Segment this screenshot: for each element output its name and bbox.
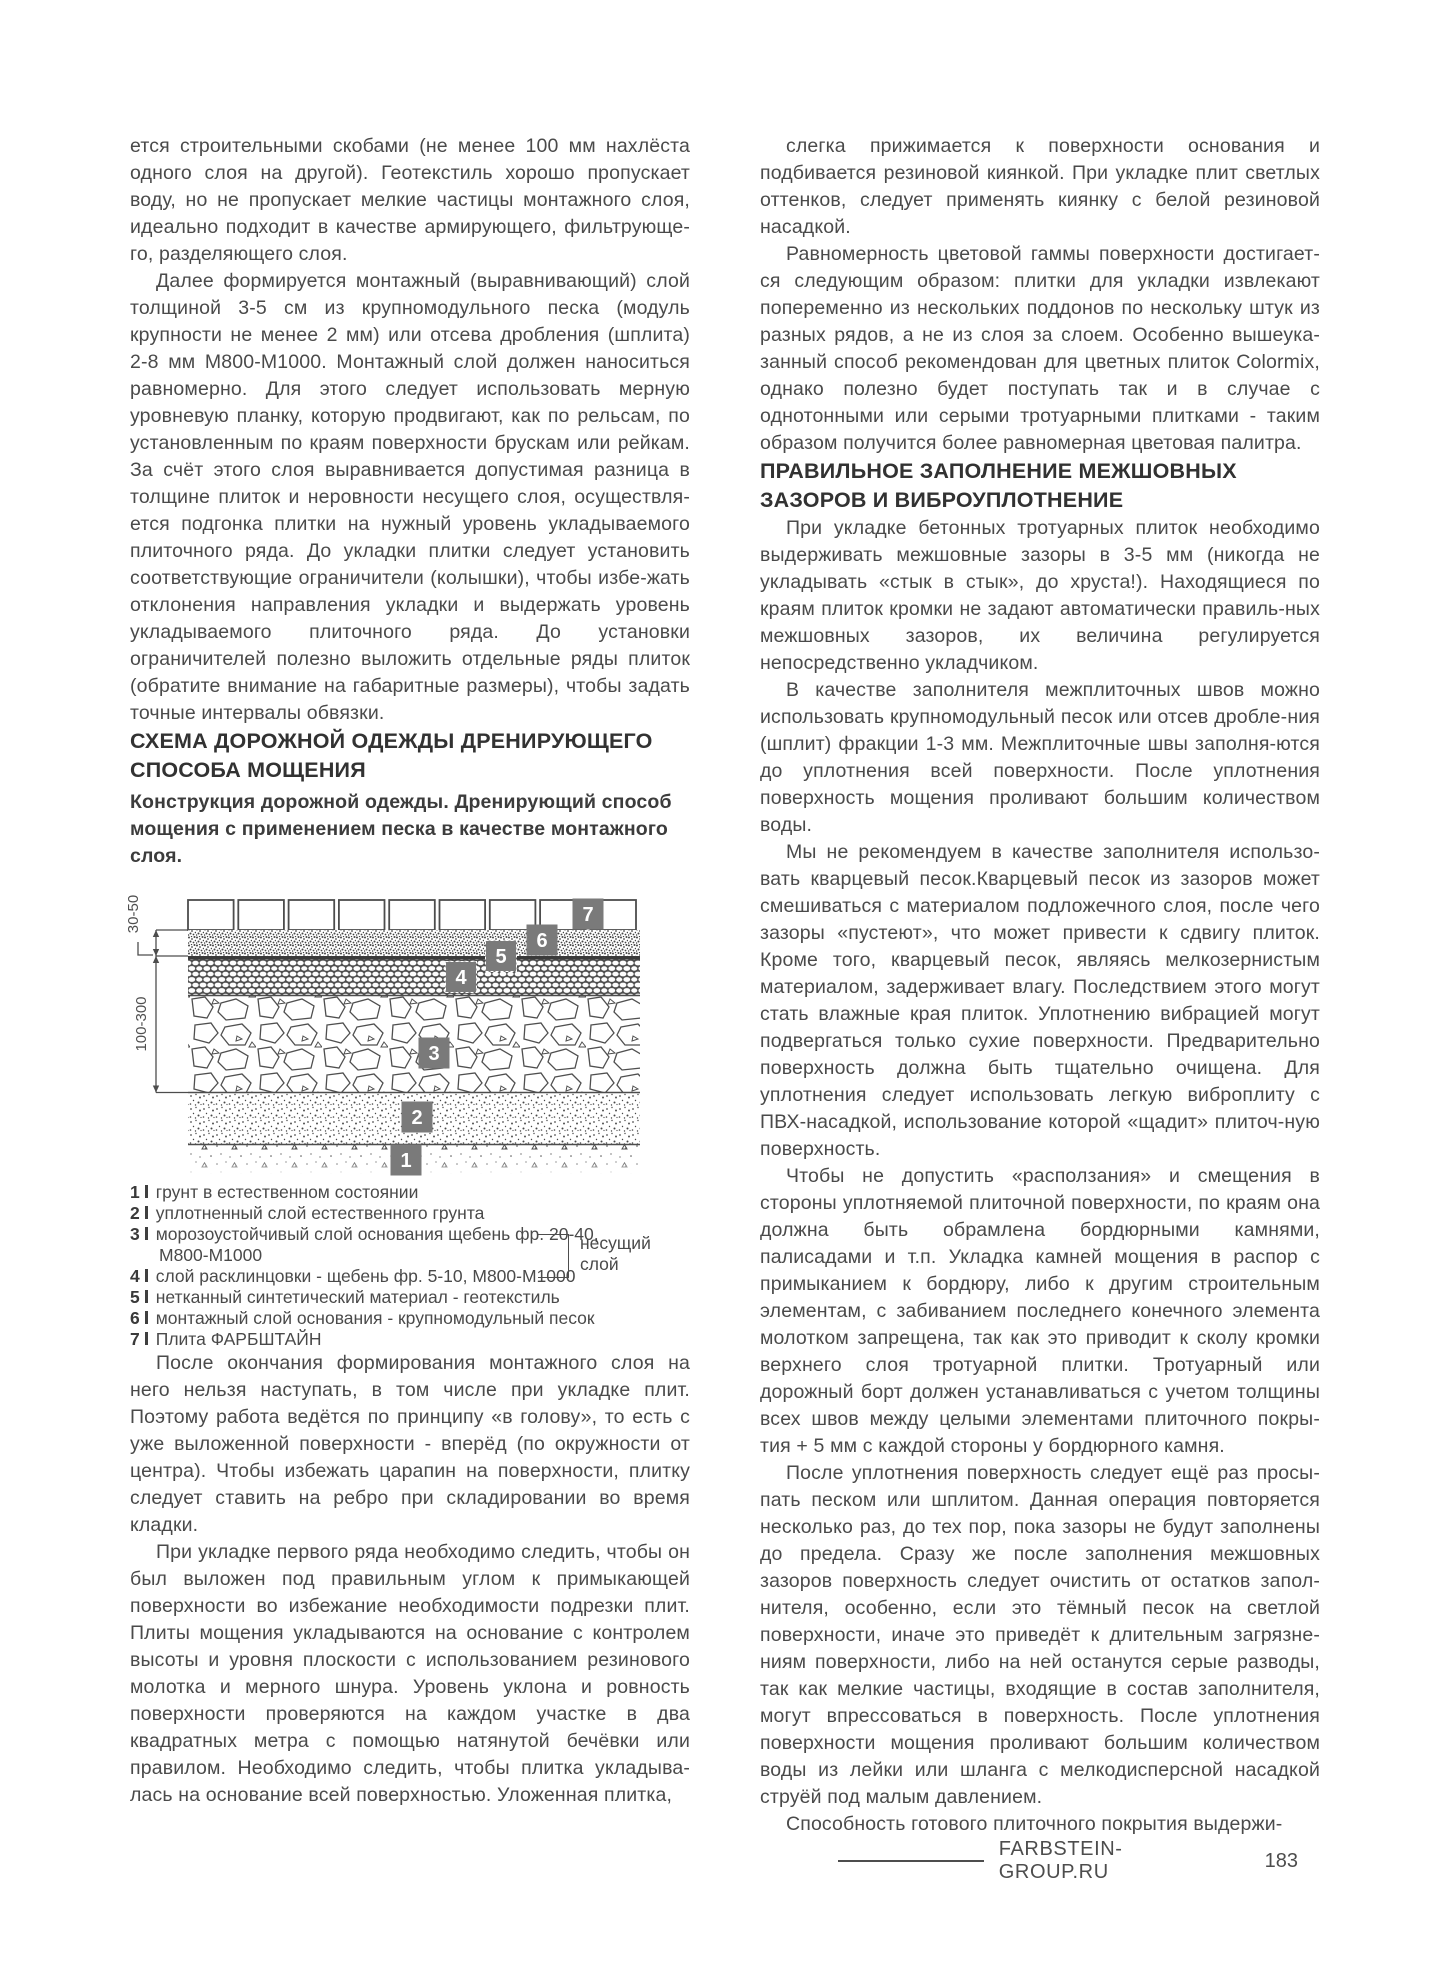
- paragraph: В качестве заполнителя межплиточных швов можно использовать крупномодульный песок или отсев дробле-ния (шплит) фракции 1-3 мм. Межплиточные швы заполня-ются до уплотнения всей поверхности. После уплотнения поверхность мощения проливают большим количеством воды.: [760, 679, 1320, 836]
- legend-item: [130, 1329, 690, 1350]
- paving-slabs-layer: [188, 900, 636, 930]
- legend-text: слой расклинцовки - щебень фр. 5-10, М800-М1000: [155, 1266, 576, 1286]
- legend-separator: [145, 1227, 148, 1240]
- legend-separator: [145, 1290, 148, 1303]
- bedding-sand-layer: [188, 930, 640, 956]
- layer-badge-3: [419, 1038, 450, 1069]
- layer-badge-4: [446, 962, 477, 993]
- legend-separator: [145, 1269, 148, 1282]
- footer-rule: [838, 1860, 984, 1862]
- section-heading: ПРАВИЛЬНОЕ ЗАПОЛНЕНИЕ МЕЖШОВНЫХ ЗАЗОРОВ И ВИБРОУПЛОТНЕНИЕ: [760, 459, 1237, 512]
- legend-separator: [145, 1311, 148, 1324]
- svg-text:7: 7: [582, 904, 594, 926]
- svg-text:6: 6: [536, 930, 548, 952]
- page-footer: [838, 1838, 1298, 1884]
- paragraph: При укладке первого ряда необходимо следить, чтобы он был выложен под правильным углом к примыкающей поверхности во избежание необходимости подрезки плит. Плиты мощения укладываются на основание с контролем высоты и уровня плоскости с использованием резинового молотка и мерного шнура. Уровень уклона и ровность поверхности проверяются на каждом участке в два квадратных метра с помощью натянутой бечёвки или правилом. Необходимо следить, чтобы плитка укладыва-лась на основание всей поверхностью. Уложенная плитка,: [130, 1541, 690, 1806]
- paragraph: Способность готового плиточного покрытия выдержи-: [786, 1813, 1283, 1835]
- legend-text: уплотненный слой естественного грунта: [155, 1203, 485, 1223]
- svg-text:4: 4: [455, 967, 467, 989]
- layer-badge-7: [573, 899, 604, 930]
- layer-badge-2: [402, 1102, 433, 1133]
- bearing-layer-label: несущий слой: [580, 1233, 651, 1274]
- figure-caption: Конструкция дорожной одежды. Дренирующий способ мощения с применением песка в качестве монтажного слоя.: [130, 791, 672, 867]
- keying-gravel-layer: [188, 960, 640, 996]
- paragraph: После уплотнения поверхность следует ещё раз просы-пать песком или шплитом. Данная операция повторяется несколько раз, до тех пор, пока зазоры не будут заполнены до предела. Сразу же после заполнения межшовных зазоров поверхность следует очистить от остатков запол-нителя, особенно, если это тёмный песок на светлой поверхности, иначе это приведёт к длительным загрязне-ниям поверхности, либо на ней останутся серые разводы, так как мелкие частицы, входящие в состав заполнителя, могут впрессоваться в поверхность. После уплотнения поверхности мощения проливают большим количеством воды из лейки или шланга с мелкодисперсной насадкой струёй под малым давлением.: [760, 1462, 1320, 1808]
- paragraph: Мы не рекомендуем в качестве заполнителя использо-вать кварцевый песок.Кварцевый песок из зазоров может смешиваться с материалом подложечного слоя, после чего зазоры «пустеют», что может привести к сдвигу плиток. Кроме того, кварцевый песок, являясь мелкозернистым материалом, задерживает влагу. Последствием этого могут стать влажные края плиток. Уплотнению вибрацией могут подвергаться только сухие поверхности. Предварительно поверхность должна быть тщательно очищена. Для уплотнения следует использовать легкую виброплиту с ПВХ-насадкой, использование которой «щадит» плиточ-ную поверхность.: [760, 841, 1320, 1160]
- bearing-layer-bracket: [538, 1234, 569, 1278]
- legend-text-continued: М800-М1000: [159, 1245, 263, 1265]
- legend-text: монтажный слой основания - крупномодульный песок: [155, 1308, 595, 1328]
- layer-badge-1: [391, 1145, 422, 1176]
- section-heading: СХЕМА ДОРОЖНОЙ ОДЕЖДЫ ДРЕНИРУЮЩЕГО СПОСОБА МОЩЕНИЯ: [130, 729, 653, 782]
- legend-number: 5: [130, 1287, 140, 1307]
- page-number: 183: [1264, 1849, 1298, 1872]
- svg-text:3: 3: [428, 1043, 440, 1065]
- dimension-label-top: 30-50: [125, 894, 142, 934]
- right-column: [760, 133, 1320, 1838]
- legend-text: нетканный синтетический материал - геотекстиль: [155, 1287, 560, 1307]
- paragraph: Далее формируется монтажный (выравнивающий) слой толщиной 3-5 см из крупномодульного песка (модуль крупности не менее 2 мм) или отсева дробления (шплита) 2-8 мм М800-М1000. Монтажный слой должен наноситься равномерно. Для этого следует использовать мерную уровневую планку, которую продвигают, как по рельсам, по установленным по краям поверхности брускам или рейкам. За счёт этого слоя выравнивается допустимая разница в толщине плиток и неровности несущего слоя, осуществля-ется подгонка плитки на нужный уровень укладываемого плиточного ряда. До укладки плитки следует установить соответствующие ограничители (колышки), чтобы избе-жать отклонения направления укладки и выдержать уровень укладываемого плиточного ряда. До установки ограничителей полезно выложить отдельные ряды плиток (обратите внимание на габаритные размеры), чтобы задать точные интервалы обвязки.: [130, 270, 690, 724]
- legend-item: [130, 1182, 690, 1203]
- left-column: [125, 133, 690, 1809]
- legend-number: 4: [130, 1266, 140, 1286]
- svg-text:5: 5: [495, 946, 507, 968]
- paragraph: ется строительными скобами (не менее 100 мм нахлёста одного слоя на другой). Геотекстиль хорошо пропускает воду, но не пропускает мелкие частицы монтажного слоя, идеально подходит в качестве армирующего, фильтрующе-го, разделяющего слоя.: [130, 135, 690, 265]
- legend-item: [130, 1308, 690, 1329]
- legend-item: [130, 1203, 690, 1224]
- legend-text: морозоустойчивый слой основания щебень фр. 20-40,: [155, 1224, 599, 1244]
- site-url: FARBSTEIN-GROUP.RU: [998, 1838, 1123, 1883]
- legend-number: 2: [130, 1203, 140, 1223]
- legend-number: 1: [130, 1182, 140, 1202]
- svg-text:2: 2: [411, 1107, 423, 1129]
- paragraph: При укладке бетонных тротуарных плиток необходимо выдерживать межшовные зазоры в 3-5 мм (никогда не укладывать «стык в стык», до хруста!). Находящиеся по краям плиток кромки не задают автоматически правиль-ных межшовных зазоров, их величина регулируется непосредственно укладчиком.: [760, 517, 1320, 674]
- paragraph: Равномерность цветовой гаммы поверхности достигает-ся следующим образом: плитки для укладки извлекают попеременно из нескольких поддонов по нескольку штук из разных рядов, а не из слоя за слоем. Особенно вышеука-занный способ рекомендован для цветных плиток Colormix, однако полезно будет поступать так и в случае с однотонными или серыми тротуарными плитками - таким образом получится более равномерная цветовая палитра.: [760, 243, 1320, 454]
- diagram-legend: [130, 1182, 690, 1350]
- layer-badge-5: [486, 941, 517, 972]
- paragraph: После окончания формирования монтажного слоя на него нельзя наступать, в том числе при укладке плит. Поэтому работа ведётся по принципу «в голову», то есть с уже выложенной поверхности - вперёд (по окружности от центра). Чтобы избежать царапин на поверхности, плитку следует ставить на ребро при складировании во время кладки.: [130, 1352, 690, 1536]
- legend-separator: [145, 1185, 148, 1198]
- layer-badge-6: [527, 925, 558, 956]
- legend-number: 7: [130, 1329, 140, 1349]
- legend-item: [130, 1287, 690, 1308]
- geotextile-layer: [188, 956, 640, 960]
- legend-separator: [145, 1206, 148, 1219]
- paragraph: слегка прижимается к поверхности основания и подбивается резиновой киянкой. При укладке плит светлых оттенков, следует применять киянку с белой резиновой насадкой.: [760, 135, 1320, 238]
- legend-number: 3: [130, 1224, 140, 1244]
- pavement-layers-diagram: [124, 872, 650, 1178]
- crushed-stone-layer: [188, 996, 640, 1093]
- legend-number: 6: [130, 1308, 140, 1328]
- svg-text:1: 1: [400, 1150, 412, 1172]
- legend-text: грунт в естественном состоянии: [155, 1182, 419, 1202]
- paragraph: Чтобы не допустить «расползания» и смещения в стороны уплотняемой плиточной поверхности, по краям она должна быть обрамлена бордюрными камнями, палисадами и т.п. Укладка камней мощения в распор с примыканием к бордюру, либо к другим строительным элементам, с забиванием последнего конечного элемента молотком запрещена, так как это приводит к сколу кромки верхнего слоя тротуарной плитки. Тротуарный или дорожный борт должен устанавливаться с учетом толщины всех швов между целыми элементами плиточного покры-тия + 5 мм с каждой стороны у бордюрного камня.: [760, 1165, 1320, 1457]
- dimension-label-bottom: 100-300: [133, 996, 150, 1052]
- legend-text: Плита ФАРБШТАЙН: [155, 1329, 322, 1349]
- legend-separator: [145, 1332, 148, 1345]
